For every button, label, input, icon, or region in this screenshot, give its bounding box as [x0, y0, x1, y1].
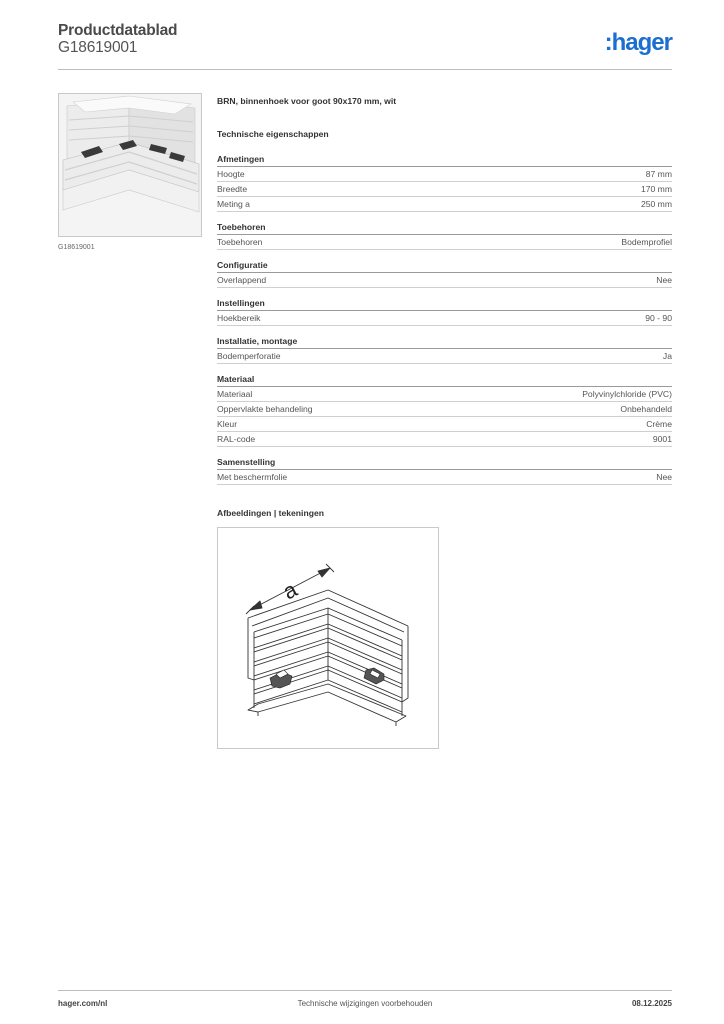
product-photo-image: [59, 94, 202, 237]
spec-section-instellingen: [217, 298, 672, 326]
section-title: Afmetingen: [217, 154, 672, 167]
spec-section-installatie: [217, 336, 672, 364]
product-number: G18619001: [58, 39, 138, 56]
spec-section-afmetingen: [217, 154, 672, 212]
spec-value: Polyvinylchloride (PVC): [582, 389, 672, 399]
spec-label: Toebehoren: [217, 237, 263, 247]
spec-row: [217, 182, 672, 197]
spec-value: Crème: [646, 419, 672, 429]
spec-row: [217, 432, 672, 447]
product-description: BRN, binnenhoek voor goot 90x170 mm, wit: [217, 96, 397, 106]
spec-label: Oppervlakte behandeling: [217, 404, 313, 414]
spec-row: [217, 402, 672, 417]
spec-label: Breedte: [217, 184, 248, 194]
section-title: Instellingen: [217, 298, 672, 311]
spec-row: [217, 167, 672, 182]
page-title: Productdatablad: [58, 22, 178, 39]
section-title: Configuratie: [217, 260, 672, 273]
spec-label: Hoogte: [217, 169, 245, 179]
footer-date: 08.12.2025: [631, 999, 672, 1008]
section-title: Installatie, montage: [217, 336, 672, 349]
spec-value: 87 mm: [645, 169, 672, 179]
spec-row: [217, 197, 672, 212]
spec-row: [217, 235, 672, 250]
spec-section-materiaal: [217, 374, 672, 447]
spec-value: 9001: [652, 434, 672, 444]
spec-label: Hoekbereik: [217, 313, 261, 323]
spec-label: Overlappend: [217, 275, 267, 285]
spec-section-samenstelling: [217, 457, 672, 485]
spec-value: 250 mm: [640, 199, 672, 209]
spec-value: Nee: [656, 275, 672, 285]
spec-label: RAL-code: [217, 434, 256, 444]
footer-disclaimer: Technische wijzigingen voorbehouden: [297, 999, 433, 1008]
spec-value: Ja: [662, 351, 672, 361]
spec-value: Nee: [656, 472, 672, 482]
specification-content: [217, 96, 672, 495]
tech-properties-heading: Technische eigenschappen: [217, 129, 329, 139]
images-heading: Afbeeldingen | tekeningen: [217, 508, 324, 518]
spec-row: [217, 349, 672, 364]
spec-value: 90 - 90: [645, 313, 672, 323]
section-title: Toebehoren: [217, 222, 672, 235]
spec-row: [217, 387, 672, 402]
spec-label: Bodemperforatie: [217, 351, 281, 361]
spec-label: Materiaal: [217, 389, 253, 399]
section-title: Materiaal: [217, 374, 672, 387]
spec-value: Bodemprofiel: [621, 237, 672, 247]
spec-label: Meting a: [217, 199, 250, 209]
spec-row: [217, 311, 672, 326]
spec-value: 170 mm: [640, 184, 672, 194]
page-footer: [58, 990, 672, 1012]
technical-drawing: [217, 527, 439, 749]
spec-section-toebehoren: [217, 222, 672, 250]
footer-website-link[interactable]: hager.com/nl: [58, 999, 108, 1008]
technical-drawing-image: [218, 528, 440, 750]
product-photo: [58, 93, 202, 237]
photo-caption: G18619001: [58, 244, 95, 251]
page-header: [58, 22, 672, 70]
spec-row: [217, 273, 672, 288]
dimension-label: a: [278, 576, 302, 605]
section-title: Samenstelling: [217, 457, 672, 470]
spec-label: Met beschermfolie: [217, 472, 288, 482]
hager-logo: :hager: [604, 29, 672, 56]
spec-section-configuratie: [217, 260, 672, 288]
spec-row: [217, 417, 672, 432]
spec-label: Kleur: [217, 419, 238, 429]
spec-value: Onbehandeld: [620, 404, 672, 414]
spec-row: [217, 470, 672, 485]
